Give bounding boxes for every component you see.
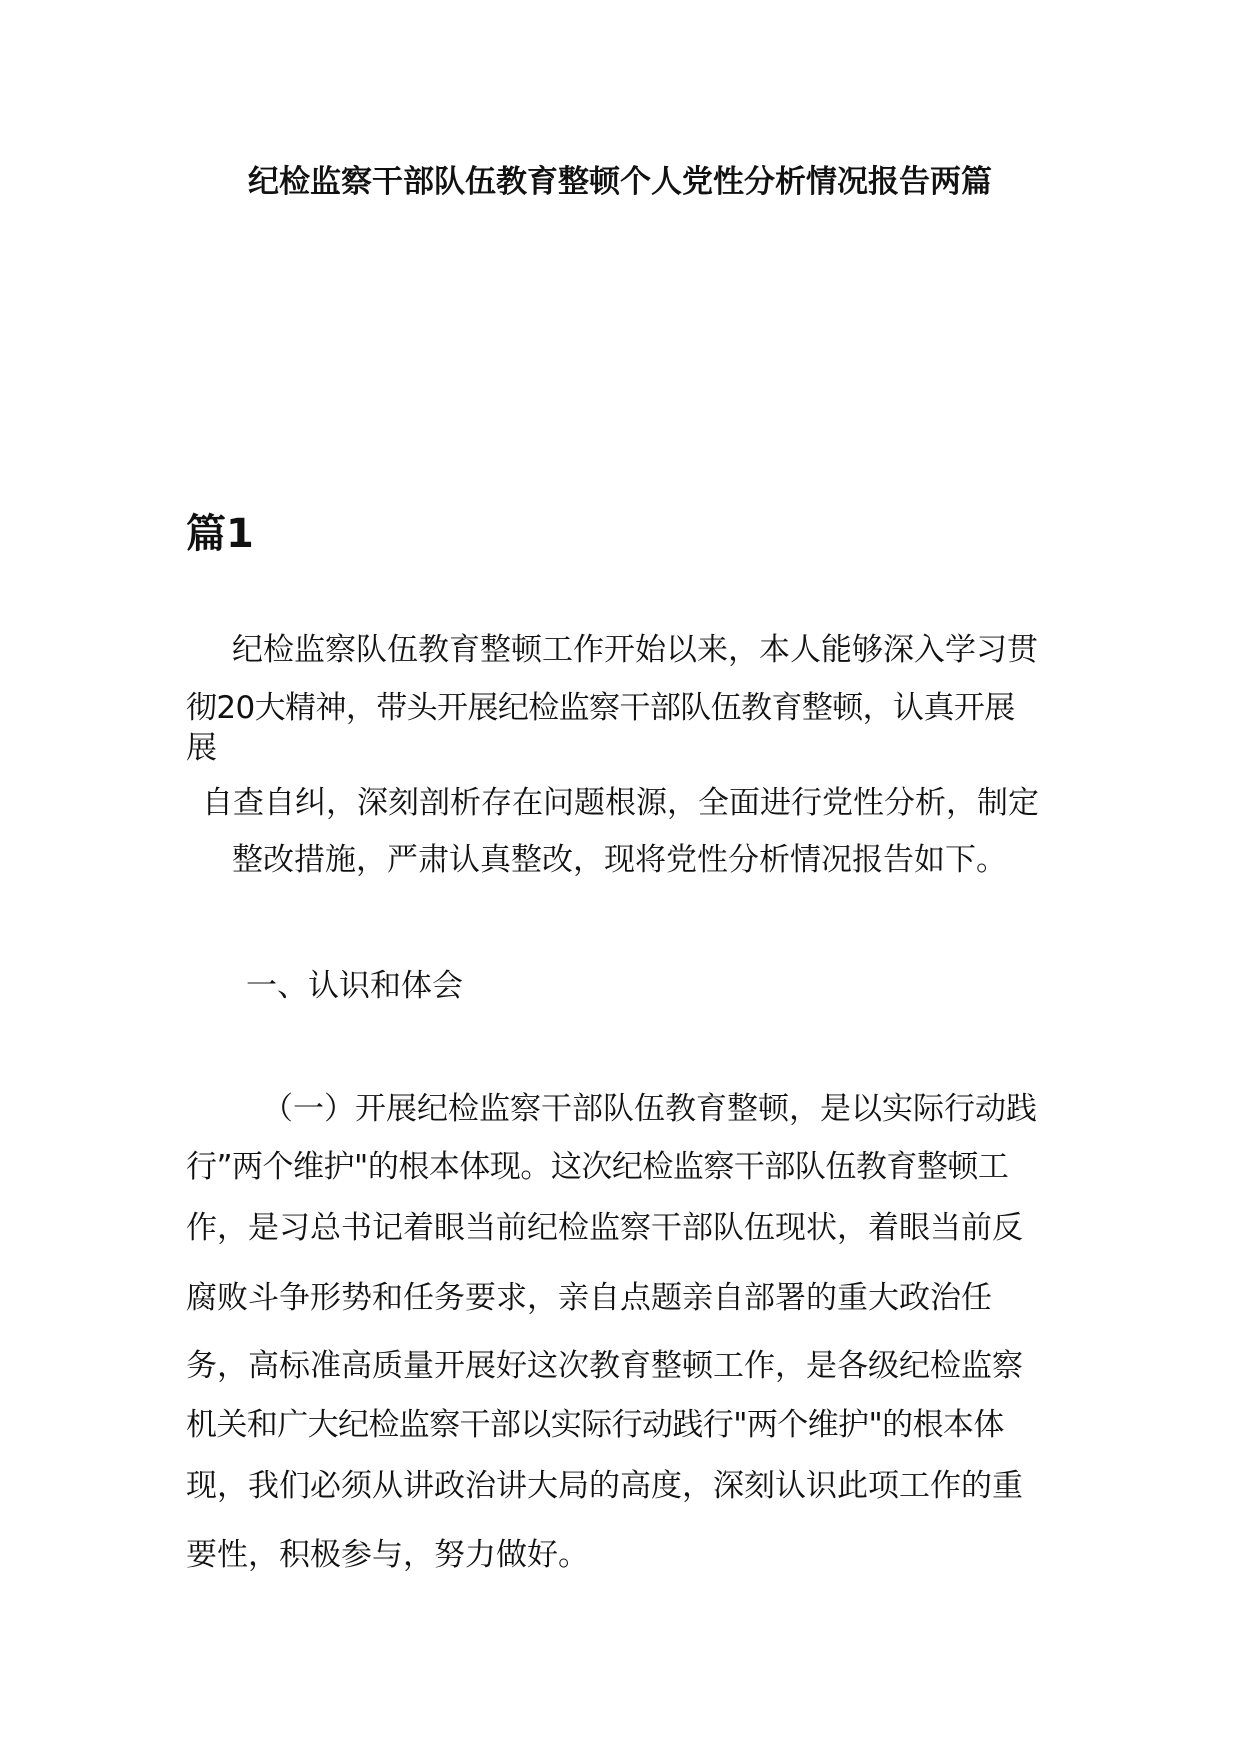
body-line: 腐败斗争形势和任务要求，亲自点题亲自部署的重大政治任 [186, 1280, 992, 1316]
body-line: 要性，积极参与，努力做好。 [186, 1537, 589, 1573]
intro-line: 展 [186, 730, 217, 766]
subheading: 一、认识和体会 [246, 968, 463, 1004]
body-line: （一）开展纪检监察干部队伍教育整顿，是以实际行动践 [262, 1091, 1037, 1127]
body-line: 行”两个维护"的根本体现。这次纪检监察干部队伍教育整顿工 [186, 1149, 1009, 1185]
intro-line: 彻20大精神，带头开展纪检监察干部队伍教育整顿，认真开展 [186, 690, 1015, 726]
body-line: 作，是习总书记着眼当前纪检监察干部队伍现状，着眼当前反 [186, 1210, 1023, 1246]
intro-line: 自查自纠，深刻剖析存在问题根源，全面进行党性分析，制定 [202, 785, 1039, 821]
body-line: 机关和广大纪检监察干部以实际行动践行"两个维护"的根本体 [186, 1407, 1004, 1443]
intro-line: 纪检监察队伍教育整顿工作开始以来，本人能够深入学习贯 [232, 632, 1038, 668]
body-line: 务，高标准高质量开展好这次教育整顿工作，是各级纪检监察 [186, 1348, 1023, 1384]
section-heading: 篇1 [186, 511, 254, 557]
intro-line: 整改措施，严肃认真整改，现将党性分析情况报告如下。 [232, 842, 1007, 878]
body-line: 现，我们必须从讲政治讲大局的高度，深刻认识此项工作的重 [186, 1468, 1023, 1504]
document-title: 纪检监察干部队伍教育整顿个人党性分析情况报告两篇 [248, 164, 992, 200]
